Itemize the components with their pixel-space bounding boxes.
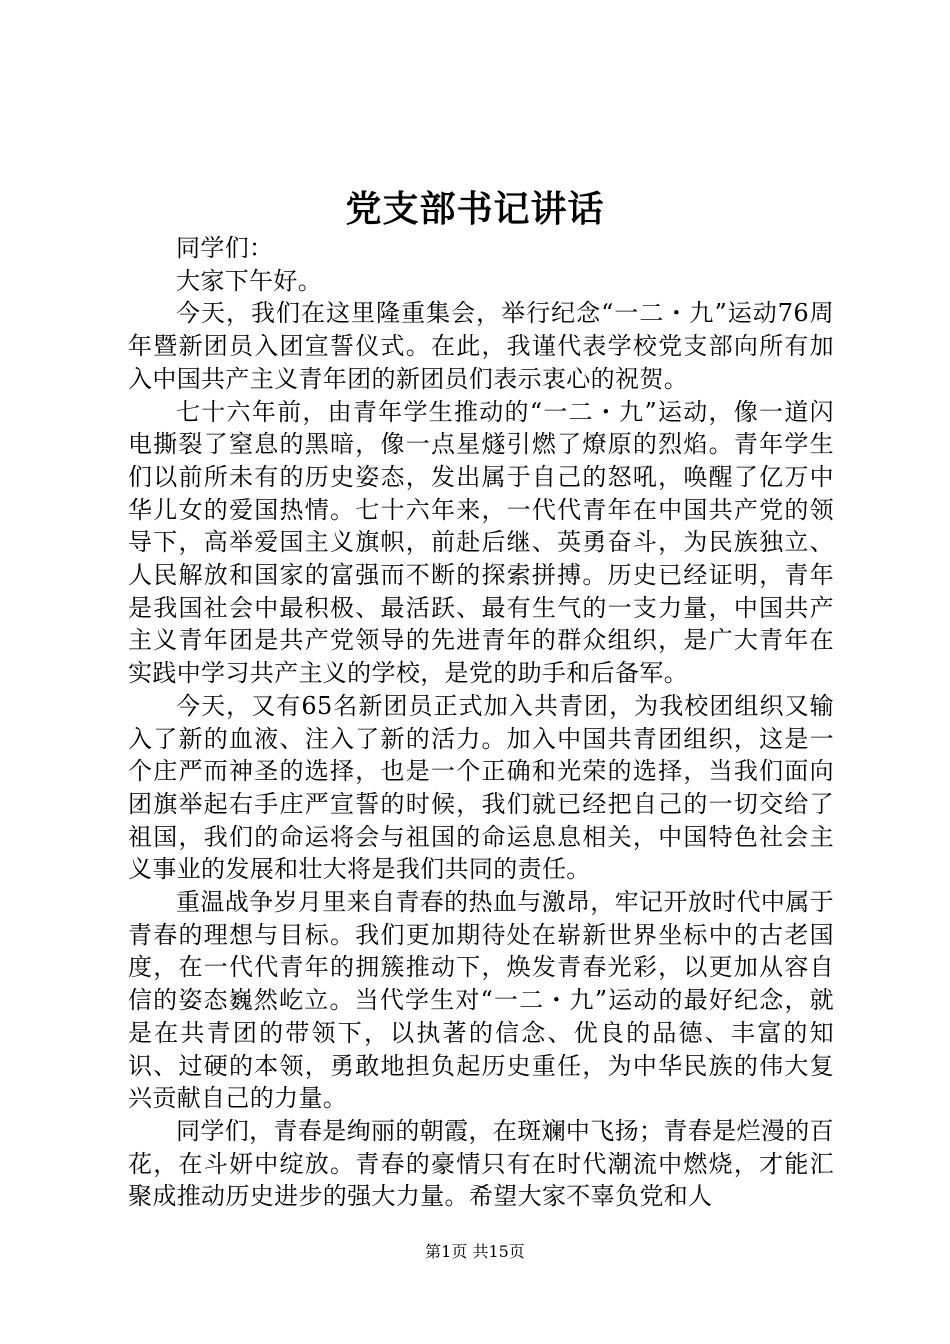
paragraph-new-members: 今天，又有65名新团员正式加入共青团，为我校团组织又输入了新的血液、注入了新的活力。加入中国共青团组织，这是一个庄严而神圣的选择，也是一个正确和光荣的选择，当我们面向团旗举起右手庄严宣誓的时候，我们就已经把自己的一切交给了祖国，我们的命运将会与祖国的命运息息相关，中国特色社会主义事业的发展和壮大将是我们共同的责任。 — [128, 691, 834, 884]
document-body — [128, 232, 834, 1213]
paragraph-greeting: 同学们： — [176, 234, 274, 262]
paragraph-history: 七十六年前，由青年学生推动的“一二・九”运动，像一道闪电撕裂了窒息的黑暗，像一点星燧引燃了燎原的烈焰。青年学生们以前所未有的历史姿态，发出属于自己的怒吼，唤醒了亿万中华儿女的爱国热情。七十六年来，一代代青年在中国共产党的领导下，高举爱国主义旗帜，前赴后继、英勇奋斗，为民族独立、人民解放和国家的富强而不断的探索拼搏。历史已经证明，青年是我国社会中最积极、最活跃、最有生气的一支力量，中国共产主义青年团是共产党领导的先进青年的群众组织，是广大青年在实践中学习共产主义的学校，是党的助手和后备军。 — [128, 397, 834, 688]
paragraph-youth: 同学们，青春是绚丽的朝霞，在斑斓中飞扬；青春是烂漫的百花，在斗妍中绽放。青春的豪情只有在时代潮流中燃烧，才能汇聚成推动历史进步的强大力量。希望大家不辜负党和人 — [128, 1116, 834, 1211]
paragraph-salutation: 大家下午好。 — [176, 266, 323, 295]
page-number-label: 第1页 共15页 — [425, 1242, 525, 1261]
page-footer — [0, 1240, 950, 1264]
document-title: 党支部书记讲话 — [345, 188, 605, 230]
paragraph-commemoration: 重温战争岁月里来自青春的热血与激昂，牢记开放时代中属于青春的理想与目标。我们更加期待处在崭新世界坐标中的古老国度，在一代代青年的拥簇推动下，焕发青春光彩，以更加从容自信的姿态巍然屹立。当代学生对“一二・九”运动的最好纪念，就是在共青团的带领下，以执著的信念、优良的品德、丰富的知识、过硬的本领，勇敢地担负起历史重任，为中华民族的伟大复兴贡献自己的力量。 — [128, 888, 834, 1113]
paragraph-opening: 今天，我们在这里隆重集会，举行纪念“一二・九”运动76周年暨新团员入团宣誓仪式。在此，我谨代表学校党支部向所有加入中国共产主义青年团的新团员们表示衷心的祝贺。 — [128, 299, 834, 393]
